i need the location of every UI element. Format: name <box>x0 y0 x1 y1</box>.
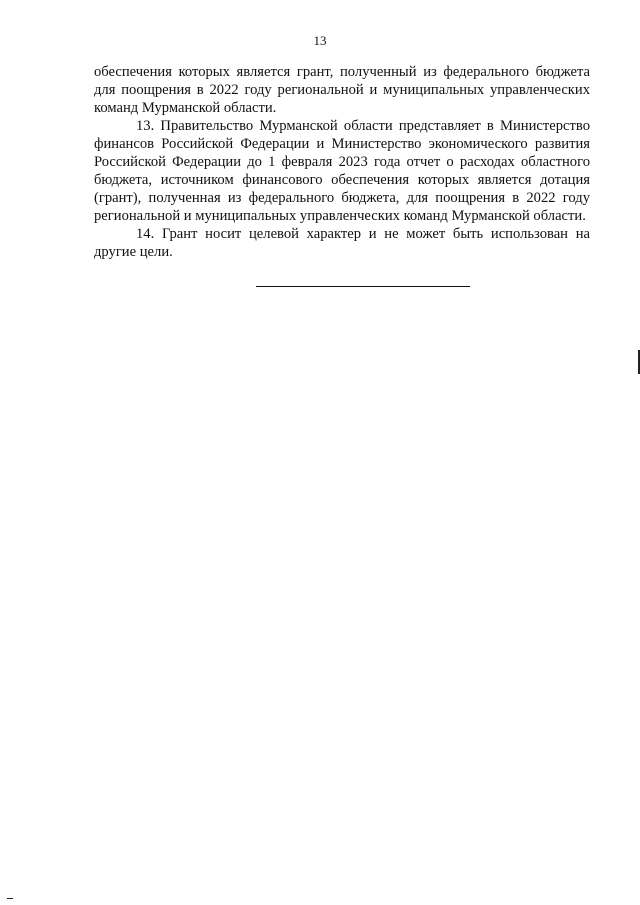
paragraph-13: 13. Правительство Мурманской области представляет в Министерство финансов Российской Федерации и Министерство экономического развития Российской Федерации до 1 февраля 2023 года отчет о расходах областного бюджета, источником финансового обеспечения которых является дотация (грант), полученная из федерального бюджета, для поощрения в 2022 году региональной и муниципальных управленческих команд Мурманской области. <box>94 118 590 224</box>
end-of-document-rule <box>256 286 470 287</box>
paragraph-continuation: обеспечения которых является грант, полученный из федерального бюджета для поощрения в 2022 году региональной и муниципальных управленческих команд Мурманской области. <box>94 64 590 116</box>
document-body <box>94 63 590 261</box>
scan-corner-mark <box>7 898 13 899</box>
paragraph-14: 14. Грант носит целевой характер и не может быть использован на другие цели. <box>94 226 590 260</box>
page-number: 13 <box>313 33 327 48</box>
